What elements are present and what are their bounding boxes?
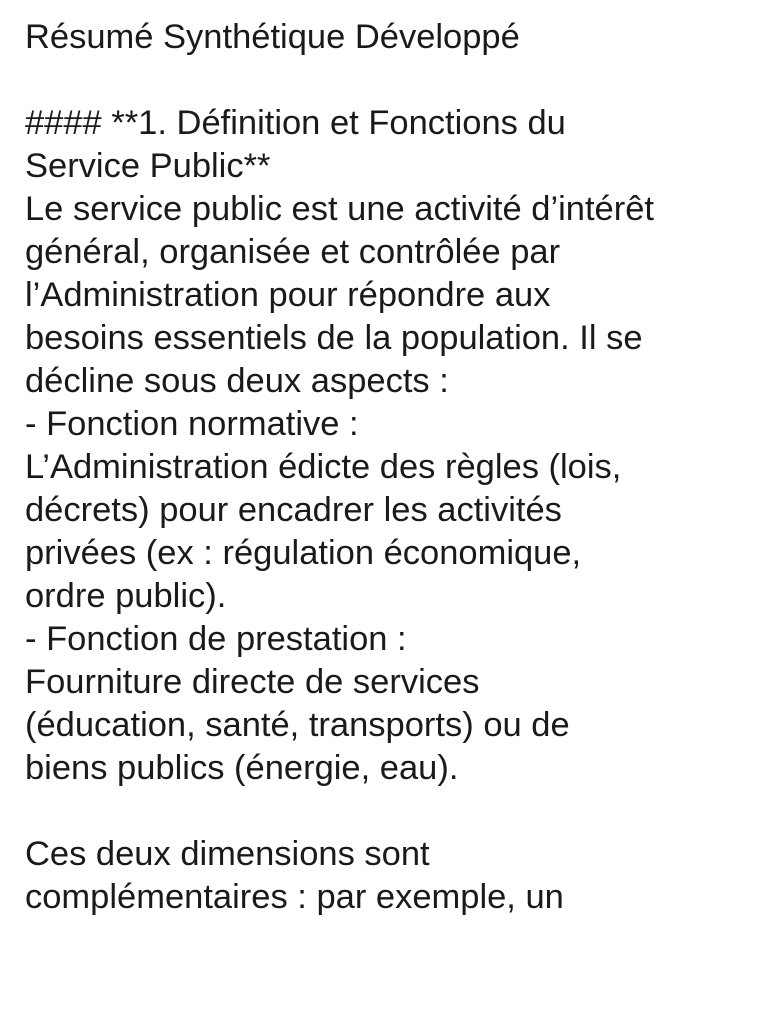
normative-line: privées (ex : régulation économique, bbox=[25, 534, 582, 572]
spacer bbox=[25, 59, 755, 102]
prestation-line: Fourniture directe de services bbox=[25, 663, 480, 701]
normative-line: L’Administration édicte des règles (lois, bbox=[25, 448, 622, 486]
conclusion-line: complémentaires : par exemple, un bbox=[25, 878, 564, 916]
intro-line: décline sous deux aspects : bbox=[25, 362, 449, 400]
intro-line: l’Administration pour répondre aux bbox=[25, 276, 551, 314]
intro-line: Le service public est une activité d’intérêt bbox=[25, 190, 655, 228]
document-body bbox=[25, 16, 755, 919]
intro-line: besoins essentiels de la population. Il se bbox=[25, 319, 643, 357]
document-title: Résumé Synthétique Développé bbox=[25, 18, 520, 56]
intro-line: général, organisée et contrôlée par bbox=[25, 233, 561, 271]
conclusion-line: Ces deux dimensions sont bbox=[25, 835, 430, 873]
spacer bbox=[25, 790, 755, 833]
normative-line: ordre public). bbox=[25, 577, 227, 615]
section-heading-line-1: #### **1. Définition et Fonctions du bbox=[25, 104, 566, 142]
prestation-line: biens publics (énergie, eau). bbox=[25, 749, 459, 787]
normative-label: - Fonction normative : bbox=[25, 405, 359, 443]
normative-line: décrets) pour encadrer les activités bbox=[25, 491, 562, 529]
prestation-label: - Fonction de prestation : bbox=[25, 620, 407, 658]
section-heading-line-2: Service Public** bbox=[25, 147, 271, 185]
prestation-line: (éducation, santé, transports) ou de bbox=[25, 706, 570, 744]
